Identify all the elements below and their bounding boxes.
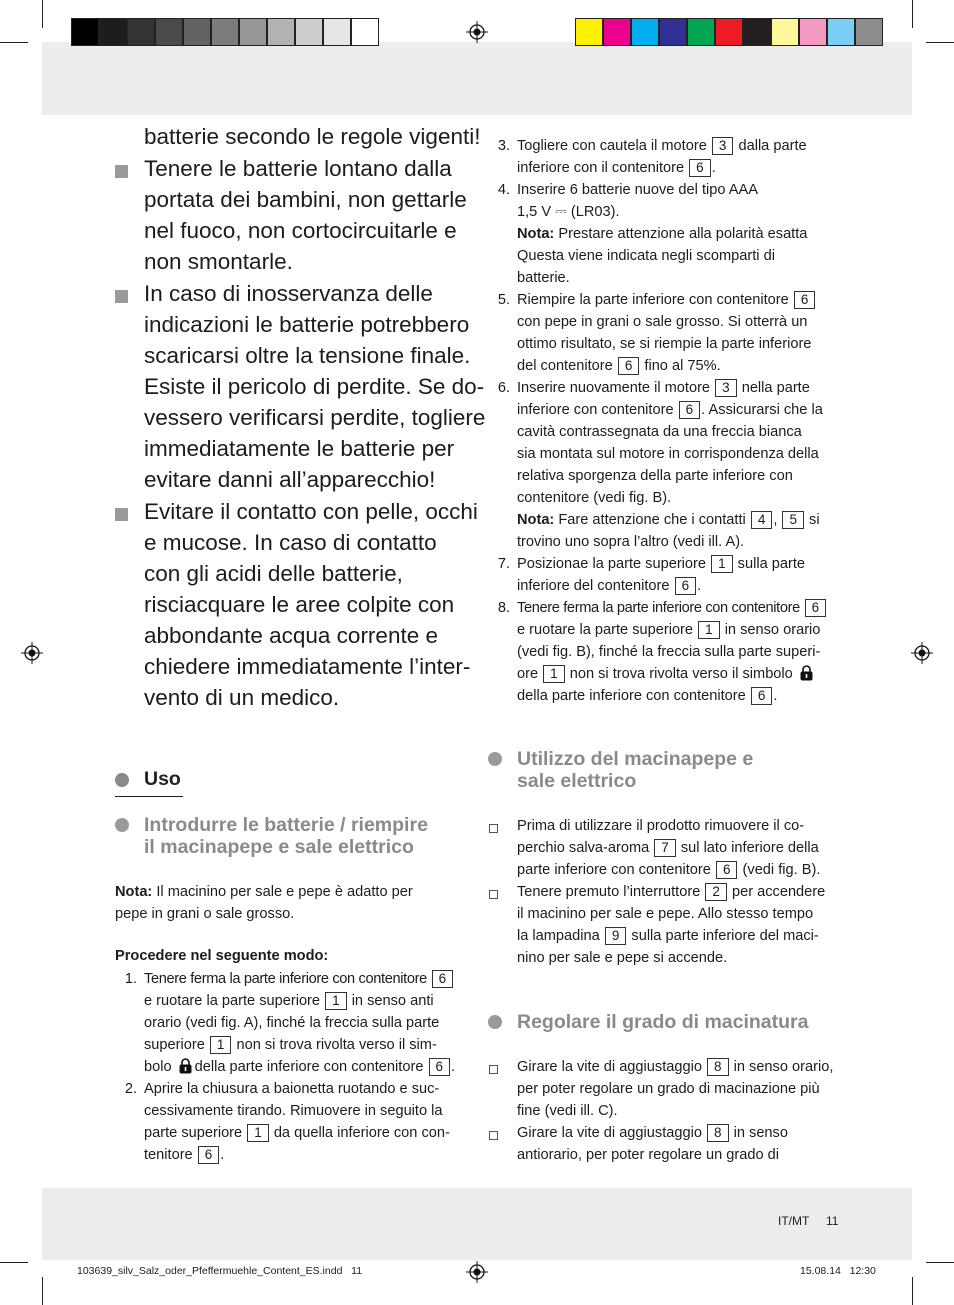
text: sul lato inferiore della xyxy=(680,840,819,856)
color-swatch xyxy=(855,18,883,46)
section-title-uso: Uso xyxy=(144,768,181,790)
part-ref-box: 3 xyxy=(712,137,734,155)
heading-line: Introdurre le batterie / riempire xyxy=(144,814,428,836)
note-text: pepe in grani o sale grosso. xyxy=(115,906,295,922)
part-ref-box: 6 xyxy=(432,970,453,988)
text: , xyxy=(773,512,778,528)
text: cessivamente tirando. Rimuovere in seguito la xyxy=(144,1103,443,1119)
crop-mark xyxy=(0,1262,28,1263)
text: (vedi fig. B). xyxy=(742,862,821,878)
section-heading-usage xyxy=(517,748,753,792)
text: inferiore con il contenitore xyxy=(517,160,685,176)
text: non si trova rivolta verso il sim- xyxy=(236,1037,437,1053)
battery-warning-leak xyxy=(144,278,486,495)
text: Togliere con cautela il motore xyxy=(517,138,707,154)
text: il macinino per sale e pepe. Allo stesso tempo xyxy=(517,906,814,922)
part-ref-box: 6 xyxy=(198,1146,220,1164)
page-number: 11 xyxy=(826,1214,839,1228)
step-number: 2. xyxy=(124,1081,137,1097)
round-bullet-icon xyxy=(488,752,502,766)
part-ref-box: 1 xyxy=(543,665,565,683)
text-line: con gli acidi delle batterie, xyxy=(144,561,403,586)
part-ref-box: 6 xyxy=(689,159,711,177)
part-ref-box: 1 xyxy=(711,555,733,573)
heading-line: il macinapepe e sale elettrico xyxy=(144,836,414,858)
grind-item-1 xyxy=(517,1056,847,1122)
note-label: Nota: xyxy=(517,512,555,528)
step-number: 8. xyxy=(497,600,510,616)
text-line: vento di un medico. xyxy=(144,685,340,710)
part-ref-box: 9 xyxy=(605,927,627,945)
text: nella parte xyxy=(741,380,810,396)
text: in senso anti xyxy=(351,993,434,1009)
color-swatch xyxy=(211,18,239,46)
registration-mark-icon xyxy=(466,21,488,43)
text: relativa sporgenza della parte inferiore con xyxy=(517,468,793,484)
color-swatch xyxy=(267,18,295,46)
text: sulla parte xyxy=(737,556,806,572)
text-line: nel fuoco, non cortocircuitarle e xyxy=(144,218,457,243)
text-line: chiedere immediatamente l’inter- xyxy=(144,654,471,679)
text: . xyxy=(711,160,716,176)
text: Aprire la chiusura a baionetta ruotando e suc- xyxy=(144,1081,440,1097)
step-number: 7. xyxy=(497,556,510,572)
text: . xyxy=(451,1059,456,1075)
text-line: Evitare il contatto con pelle, occhi xyxy=(144,499,478,524)
text-line: e mucose. In caso di contatto xyxy=(144,530,437,555)
text: . xyxy=(220,1147,225,1163)
text: con pepe in grani o sale grosso. Si otterrà un xyxy=(517,314,808,330)
step-number: 6. xyxy=(497,380,510,396)
procedure-title: Procedere nel seguente modo: xyxy=(115,948,329,964)
part-ref-box: 6 xyxy=(679,401,701,419)
text: Tenere ferma la parte inferiore con contenitore xyxy=(144,971,427,987)
part-ref-box: 1 xyxy=(325,992,347,1010)
part-ref-box: 1 xyxy=(247,1124,269,1142)
color-swatch xyxy=(631,18,659,46)
text: Girare la vite di aggiustaggio xyxy=(517,1125,702,1141)
text: parte superiore xyxy=(144,1125,243,1141)
text-line: risciacquare le aree colpite con xyxy=(144,592,455,617)
square-bullet-icon xyxy=(115,165,128,178)
checkbox-bullet-icon xyxy=(489,824,498,833)
steps-3-8 xyxy=(488,135,848,707)
text-line: batterie secondo le regole vigenti! xyxy=(144,124,481,149)
checkbox-bullet-icon xyxy=(489,890,498,899)
text: . xyxy=(697,578,702,594)
note-label: Nota: xyxy=(115,884,153,900)
lock-icon xyxy=(178,1057,193,1074)
color-swatch xyxy=(323,18,351,46)
text: ottimo risultato, se si riempie la parte inferiore xyxy=(517,336,812,352)
part-ref-box: 2 xyxy=(705,883,727,901)
part-ref-box: 6 xyxy=(794,291,816,309)
text: in senso xyxy=(733,1125,788,1141)
text: Prima di utilizzare il prodotto rimuovere il co- xyxy=(517,818,805,834)
text: Questa viene indicata negli scomparti di xyxy=(517,248,775,264)
text: in senso orario xyxy=(724,622,821,638)
crop-mark xyxy=(912,1277,913,1305)
text: fino al 75%. xyxy=(644,358,721,374)
text: in senso orario, xyxy=(733,1059,834,1075)
part-ref-box: 4 xyxy=(751,511,773,529)
usage-item-2 xyxy=(517,881,847,969)
crop-mark xyxy=(912,0,913,28)
text: per accendere xyxy=(731,884,826,900)
step-number: 1. xyxy=(124,971,137,987)
text: del contenitore xyxy=(517,358,613,374)
indd-filename: 103639_silv_Salz_oder_Pfeffermuehle_Content_ES.indd 11 xyxy=(77,1265,363,1277)
part-ref-box: 6 xyxy=(429,1058,451,1076)
part-ref-box: 6 xyxy=(751,687,773,705)
text: e ruotare la parte superiore xyxy=(144,993,321,1009)
color-swatch xyxy=(715,18,743,46)
round-bullet-icon xyxy=(488,1015,502,1029)
text: parte inferiore con contenitore xyxy=(517,862,711,878)
registration-mark-icon xyxy=(466,1261,488,1283)
color-swatch xyxy=(127,18,155,46)
text-line: scaricarsi oltre la tensione finale. xyxy=(144,343,471,368)
registration-mark-icon xyxy=(911,642,933,664)
color-swatch xyxy=(99,18,127,46)
text: Inserire nuovamente il motore xyxy=(517,380,711,396)
step-number: 4. xyxy=(497,182,510,198)
text-line: abbondante acqua corrente e xyxy=(144,623,438,648)
text: nino per sale e pepe si accende. xyxy=(517,950,728,966)
text: orario (vedi fig. A), finché la freccia sulla parte xyxy=(144,1015,440,1031)
text: ore xyxy=(517,666,539,682)
color-swatch xyxy=(351,18,379,46)
part-ref-box: 6 xyxy=(716,861,738,879)
section-underline xyxy=(115,796,183,797)
part-ref-box: 6 xyxy=(618,357,640,375)
lock-icon xyxy=(799,664,814,681)
text: fine (vedi ill. C). xyxy=(517,1103,618,1119)
text: della parte inferiore con contenitore xyxy=(517,688,746,704)
registration-mark-icon xyxy=(21,642,43,664)
text: non si trova rivolta verso il simbolo xyxy=(569,666,793,682)
part-ref-box: 1 xyxy=(698,621,720,639)
section-heading-grind: Regolare il grado di macinatura xyxy=(517,1011,809,1033)
text: la lampadina xyxy=(517,928,600,944)
text-line: Tenere le batterie lontano dalla xyxy=(144,156,452,181)
text-line: immediatamente le batterie per xyxy=(144,436,455,461)
text: Tenere premuto l’interruttore xyxy=(517,884,701,900)
grind-item-2 xyxy=(517,1122,847,1166)
text: (vedi fig. B), finché la freccia sulla parte superi- xyxy=(517,644,821,660)
checkbox-bullet-icon xyxy=(489,1131,498,1140)
color-swatch xyxy=(743,18,771,46)
color-swatch xyxy=(239,18,267,46)
text-line: Esiste il pericolo di perdite. Se do- xyxy=(144,374,485,399)
text: Prestare attenzione alla polarità esatta xyxy=(554,226,808,242)
battery-warning-children xyxy=(144,153,474,277)
text: Fare attenzione che i contatti xyxy=(554,512,746,528)
text: superiore xyxy=(144,1037,205,1053)
text-line: portata dei bambini, non gettarle xyxy=(144,187,467,212)
text: Riempire la parte inferiore con contenitore xyxy=(517,292,789,308)
text-line: evitare danni all’apparecchio! xyxy=(144,467,436,492)
battery-warning-contact xyxy=(144,496,478,713)
text: inferiore con contenitore xyxy=(517,402,674,418)
square-bullet-icon xyxy=(115,508,128,521)
part-ref-box: 6 xyxy=(675,577,697,595)
color-swatch xyxy=(603,18,631,46)
step-2 xyxy=(115,1078,475,1166)
part-ref-box: 1 xyxy=(210,1036,232,1054)
part-ref-box: 3 xyxy=(715,379,737,397)
color-swatch xyxy=(687,18,715,46)
color-swatch xyxy=(575,18,603,46)
text: tenitore xyxy=(144,1147,193,1163)
color-swatch xyxy=(155,18,183,46)
text: (LR03). xyxy=(570,204,620,220)
crop-mark xyxy=(926,1262,954,1263)
color-swatch xyxy=(295,18,323,46)
color-swatch xyxy=(827,18,855,46)
text: da quella inferiore con con- xyxy=(273,1125,450,1141)
color-swatch xyxy=(799,18,827,46)
battery-warning-continued xyxy=(144,121,481,152)
text: sia montata sul motore in corrispondenza della xyxy=(517,446,819,462)
text: antiorario, per poter regolare un grado di xyxy=(517,1147,780,1163)
text-line: non smontarle. xyxy=(144,249,293,274)
square-bullet-icon xyxy=(115,290,128,303)
part-ref-box: 7 xyxy=(654,839,676,857)
color-swatch xyxy=(659,18,687,46)
step-number: 5. xyxy=(497,292,510,308)
part-ref-box: 8 xyxy=(707,1058,729,1076)
step-number: 3. xyxy=(497,138,510,154)
text: sulla parte inferiore del maci- xyxy=(631,928,819,944)
step-1 xyxy=(115,968,475,1078)
checkbox-bullet-icon xyxy=(489,1065,498,1074)
crop-mark xyxy=(0,42,28,43)
page-language: IT/MT xyxy=(778,1214,810,1228)
text: Inserire 6 batterie nuove del tipo AAA xyxy=(517,182,758,198)
text: e ruotare la parte superiore xyxy=(517,622,694,638)
text: bolo xyxy=(144,1059,172,1075)
crop-mark xyxy=(42,0,43,28)
text: trovino uno sopra l’altro (vedi ill. A). xyxy=(517,534,745,550)
section-heading-batteries xyxy=(144,814,428,858)
text: inferiore del contenitore xyxy=(517,578,670,594)
text: contenitore (vedi fig. B). xyxy=(517,490,672,506)
text: per poter regolare un grado di macinazione più xyxy=(517,1081,820,1097)
header-band xyxy=(42,42,912,115)
text: cavità contrassegnata da una freccia bianca xyxy=(517,424,802,440)
heading-line: Utilizzo del macinapepe e xyxy=(517,748,754,770)
color-swatch xyxy=(71,18,99,46)
color-swatch xyxy=(771,18,799,46)
text: perchio salva-aroma xyxy=(517,840,650,856)
text: Tenere ferma la parte inferiore con contenitore xyxy=(517,600,800,616)
part-ref-box: 5 xyxy=(782,511,804,529)
text-line: indicazioni le batterie potrebbero xyxy=(144,312,470,337)
crop-mark xyxy=(42,1277,43,1305)
round-bullet-icon xyxy=(115,773,129,787)
text: 1,5 V xyxy=(517,204,552,220)
text: dalla parte xyxy=(738,138,807,154)
text-line: vessero verificarsi perdite, togliere xyxy=(144,405,486,430)
usage-item-1 xyxy=(517,815,847,881)
color-swatch xyxy=(183,18,211,46)
dc-symbol-icon: ⎓ xyxy=(555,204,567,220)
text: Posizionae la parte superiore xyxy=(517,556,707,572)
text: . xyxy=(773,688,778,704)
round-bullet-icon xyxy=(115,818,129,832)
crop-mark xyxy=(926,42,954,43)
text: batterie. xyxy=(517,270,570,286)
part-ref-box: 6 xyxy=(805,599,826,617)
part-ref-box: 8 xyxy=(707,1124,729,1142)
text: della parte inferiore con contenitore xyxy=(194,1059,424,1075)
note-text: Il macinino per sale e pepe è adatto per xyxy=(152,884,413,900)
text: . Assicurarsi che la xyxy=(701,402,823,418)
note-paragraph xyxy=(115,881,475,925)
print-date: 15.08.14 12:30 xyxy=(800,1265,876,1277)
note-label: Nota: xyxy=(517,226,555,242)
text: si xyxy=(809,512,820,528)
text: Girare la vite di aggiustaggio xyxy=(517,1059,702,1075)
heading-line: sale elettrico xyxy=(517,770,637,792)
text-line: In caso di inosservanza delle xyxy=(144,281,433,306)
